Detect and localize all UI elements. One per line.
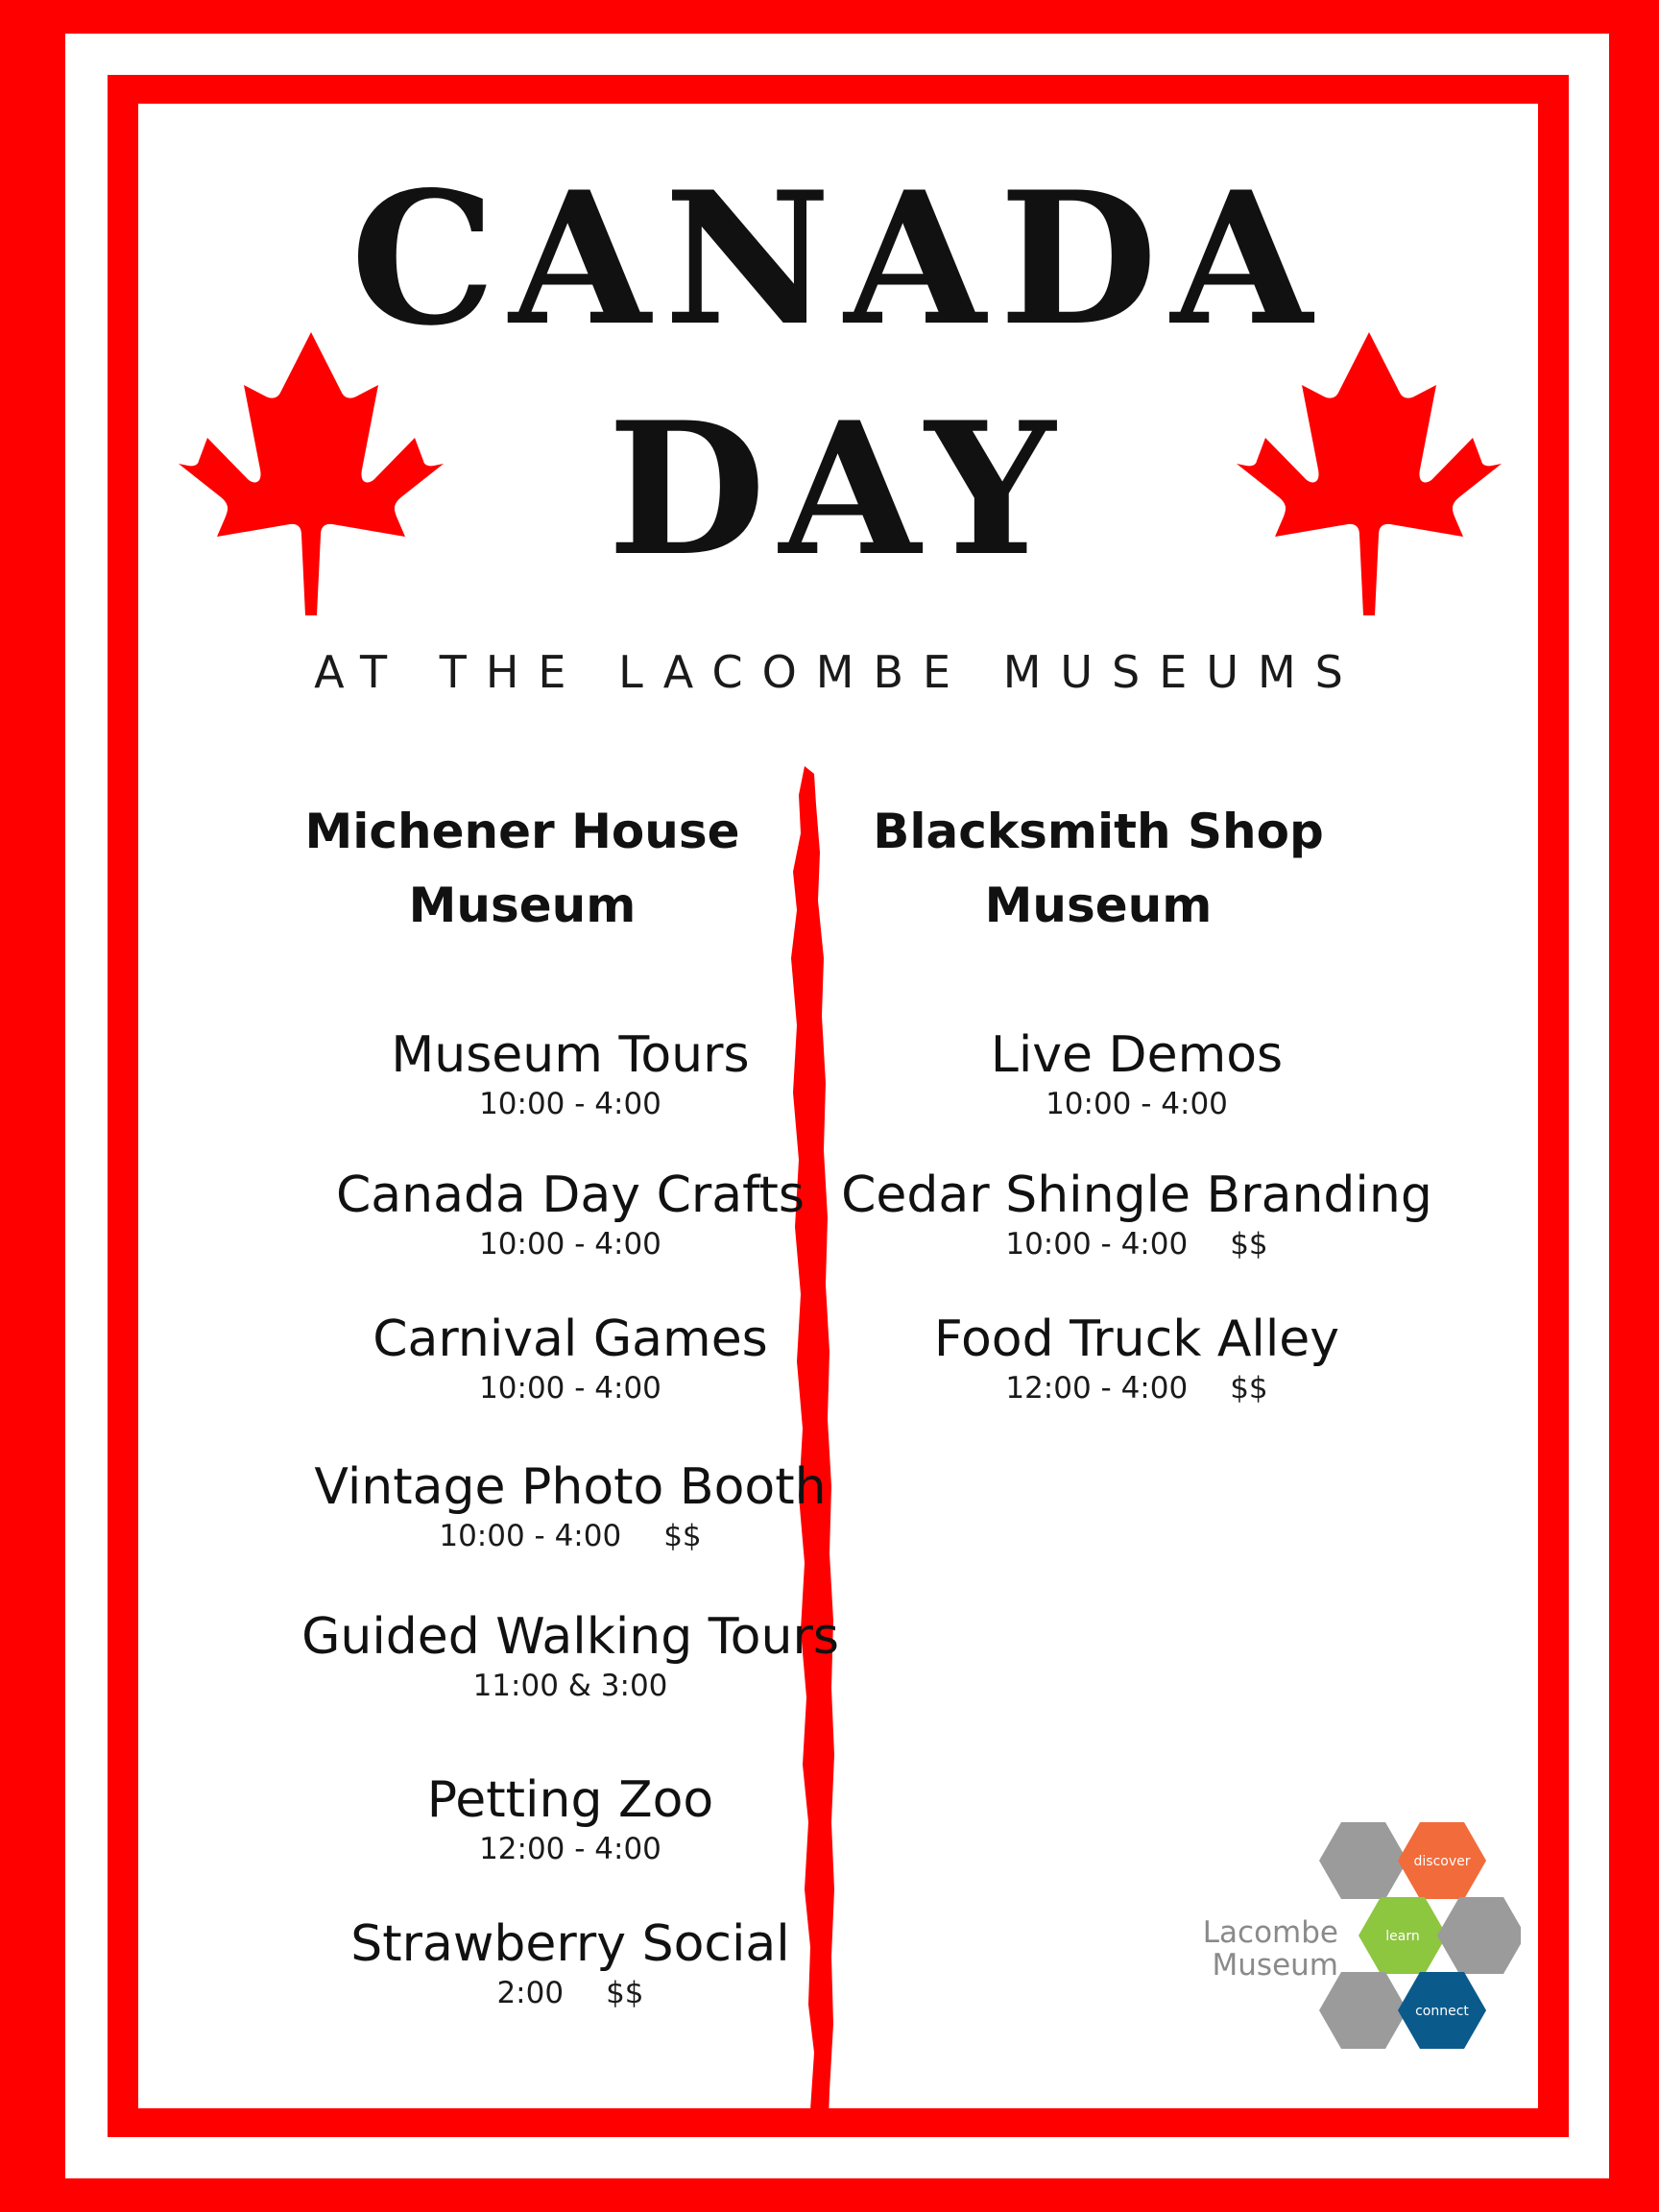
hexagon-cluster-icon	[1194, 1822, 1521, 2081]
venue-name-line2: Museum	[984, 878, 1213, 933]
title-canada: CANADA	[350, 152, 1326, 366]
event-time: 12:00 - 4:00	[479, 1832, 661, 1866]
price-indicator: $$	[663, 1519, 702, 1553]
event-time: 10:00 - 4:00 $$	[439, 1519, 702, 1553]
hex-gray-right	[1437, 1897, 1521, 1974]
maple-leaf-icon	[1235, 323, 1503, 620]
event-item	[138, 1770, 1002, 1868]
event-item	[705, 1025, 1538, 1123]
event-item	[138, 1607, 1002, 1705]
event-name: Food Truck Alley	[933, 1310, 1340, 1368]
hex-label-discover: discover	[1413, 1854, 1471, 1869]
brush-stroke-divider	[781, 766, 849, 2108]
hex-gray-top	[1319, 1822, 1407, 1899]
price-indicator: $$	[1230, 1227, 1268, 1262]
event-time: 10:00 - 4:00	[479, 1371, 661, 1406]
logo-name-line1: Lacombe	[1202, 1915, 1338, 1950]
lacombe-museum-logo	[1194, 1822, 1521, 2081]
event-time: 10:00 - 4:00	[479, 1227, 661, 1262]
event-name: Vintage Photo Booth	[314, 1458, 827, 1516]
event-name: Canada Day Crafts	[335, 1166, 805, 1224]
event-name: Guided Walking Tours	[301, 1608, 839, 1666]
venue-heading-blacksmith-shop	[810, 795, 1386, 943]
price-indicator: $$	[606, 1976, 644, 2010]
event-name: Petting Zoo	[426, 1771, 714, 1829]
event-item	[138, 1914, 1002, 2012]
venue-name-line2: Museum	[408, 878, 637, 933]
event-name: Cedar Shingle Branding	[841, 1166, 1432, 1224]
event-time: 11:00 & 3:00	[472, 1669, 668, 1703]
event-item	[705, 1166, 1538, 1263]
event-time: 2:00 $$	[496, 1976, 644, 2010]
event-time: 12:00 - 4:00 $$	[1005, 1371, 1268, 1406]
venue-name-line1: Michener House	[304, 804, 740, 859]
maple-leaf-icon	[177, 323, 445, 620]
event-name: Museum Tours	[391, 1026, 750, 1084]
hex-gray-bottom	[1319, 1972, 1407, 2049]
event-item	[705, 1310, 1538, 1407]
title-day: DAY	[607, 382, 1070, 596]
event-item	[138, 1457, 1002, 1555]
hex-label-learn: learn	[1385, 1929, 1420, 1944]
event-time: 10:00 - 4:00	[479, 1087, 661, 1121]
event-name: Live Demos	[990, 1026, 1284, 1084]
venue-name-line1: Blacksmith Shop	[873, 804, 1324, 859]
subtitle: AT THE LACOMBE MUSEUMS	[314, 646, 1362, 698]
event-time: 10:00 - 4:00	[1046, 1087, 1228, 1121]
logo-name-line2: Museum	[1212, 1948, 1338, 1983]
hex-label-connect: connect	[1415, 2004, 1469, 2019]
event-time: 10:00 - 4:00 $$	[1005, 1227, 1268, 1262]
price-indicator: $$	[1230, 1371, 1268, 1406]
event-name: Carnival Games	[373, 1310, 768, 1368]
poster	[138, 104, 1538, 2108]
event-name: Strawberry Social	[350, 1915, 790, 1973]
